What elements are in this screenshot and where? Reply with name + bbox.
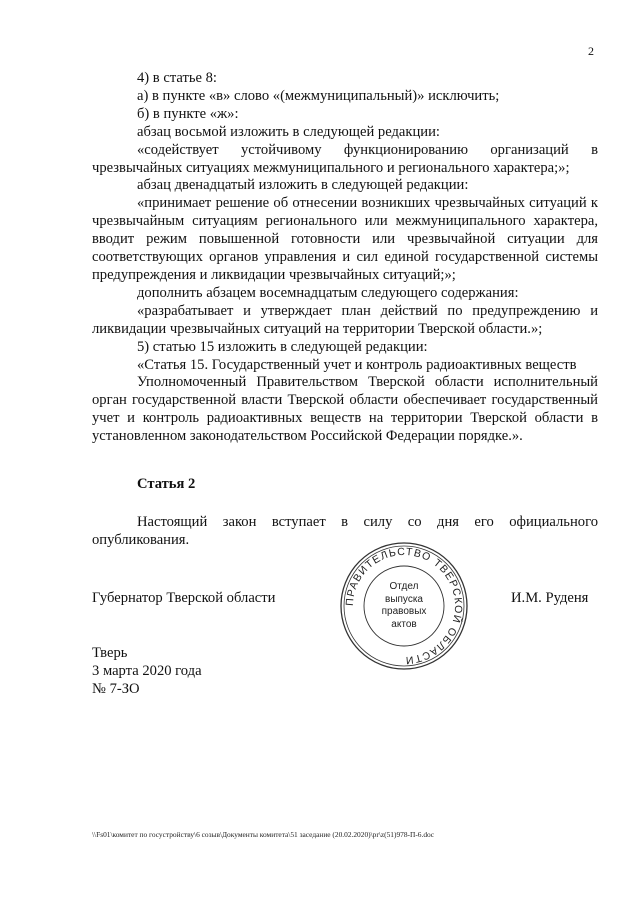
paragraph: 4) в статье 8: [137,70,217,86]
article-heading: Статья 2 [137,476,196,493]
seal-line: актов [391,618,417,630]
official-seal [338,540,470,672]
file-path-footer: \\Fs01\комитет по госустройству\6 созыв\Документы комитета\51 заседание (20.02.2020)\pr\z(51)978-П-6.doc [92,830,435,839]
paragraph: 5) статью 15 изложить в следующей редакции: [137,338,428,355]
paragraph: а) в пункте «в» слово «(межмуниципальный)» исключить; [137,87,500,104]
paragraph: б) в пункте «ж»: [137,105,239,122]
seal-center-text [338,581,470,631]
seal-line: Отдел [389,581,419,592]
paragraph: чрезвычайных ситуациях межмуниципального и регионального характера;»; [92,159,570,176]
seal-line: выпуска [385,593,423,605]
paragraph: дополнить абзацем восемнадцатым следующего содержания: [137,284,519,301]
paragraph: абзац восьмой изложить в следующей редакции: [137,123,440,140]
signatory-name: И.М. Руденя [511,590,589,606]
issue-place: Тверь [92,645,128,661]
issue-details [92,645,202,699]
seal-line: правовых [381,606,427,617]
paragraph: абзац двенадцатый изложить в следующей редакции: [137,177,469,194]
signatory-position: Губернатор Тверской области [92,590,276,606]
law-number: № 7-ЗО [92,680,140,697]
final-paragraph: Настоящий закон вступает в силу со дня его официального опубликования. [92,513,598,548]
paragraph: «принимает решение об отнесении возникших чрезвычайных ситуаций к чрезвычайным ситуациям регионального или межмуниципального характера, вводит режим повышенной готовности или чрезвычайной ситуации для соответствующих органов управления и сил единой государственной системы предупреждения и ликвидации чрезвычайных ситуаций;»; [92,195,598,283]
paragraph: «разрабатывает и утверждает план действий по предупреждению и ликвидации чрезвычайных ситуаций на территории Тверской области.»; [92,302,598,337]
paragraph: «Статья 15. Государственный учет и контроль радиоактивных веществ [137,356,577,373]
paragraph: Уполномоченный Правительством Тверской области исполнительный орган государственной власти Тверской области обеспечивает государственный учет и контроль радиоактивных веществ на территории Тверской области в установленном законодательством Российской Федерации порядке.». [92,374,598,445]
paragraph: «содействует устойчивому функционированию организаций в [137,141,598,158]
page-number: 2 [588,44,594,58]
issue-date: 3 марта 2020 года [92,662,202,679]
seal-ring-text: ПРАВИТЕЛЬСТВО ТВЕРСКОЙ ОБЛАСТИ [343,545,465,667]
document-body [92,70,598,550]
